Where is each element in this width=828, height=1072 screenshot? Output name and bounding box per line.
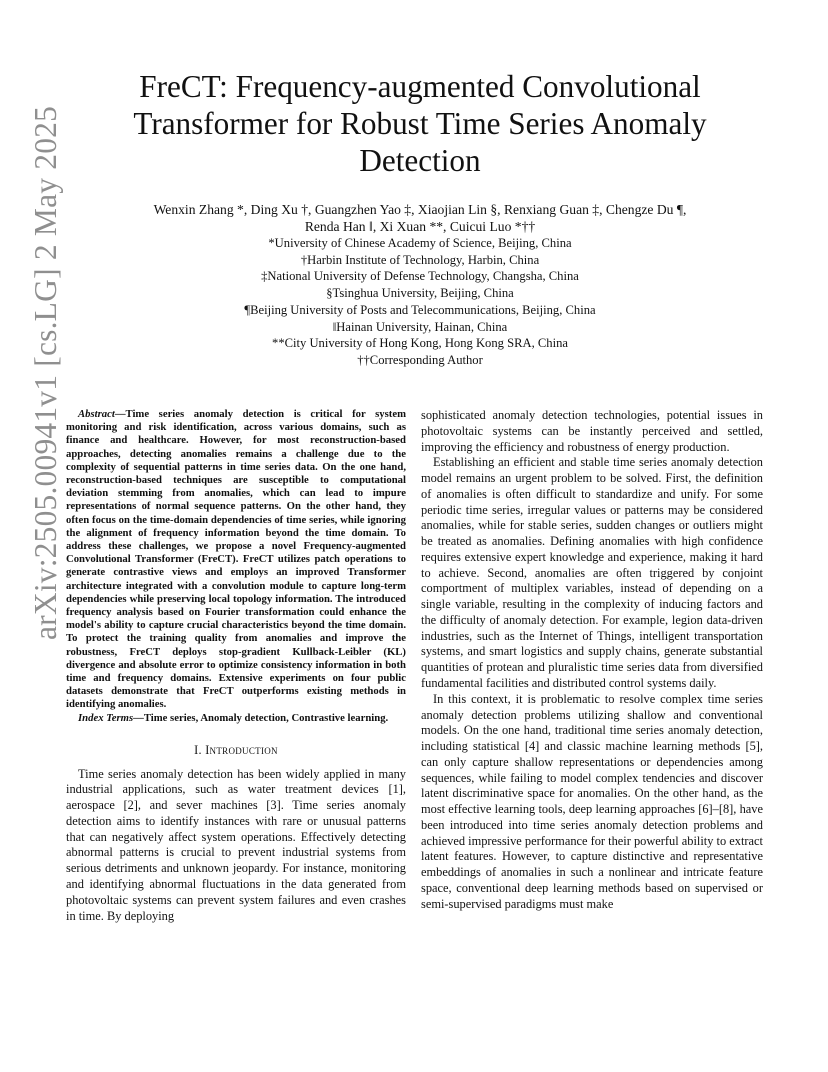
affiliation: ¶Beijing University of Posts and Telecommunications, Beijing, China	[244, 302, 596, 317]
abstract-text: —Time series anomaly detection is critical for system monitoring and risk identification, across various domains, such as finance and healthcare. However, for most reconstruction-based approaches, detecting anomalies remains a challenge due to the complexity of sequential patterns in time series data. On the one hand, reconstruction-based techniques are susceptible to computational deviation stemming from anomalies, which can lead to impure representations of normal sequence patterns. On the other hand, they often focus on the time-domain dependencies of time series, while ignoring the alignment of frequency information beyond the time domain. To address these challenges, we propose a novel Frequency-augmented Convolutional Transformer (FreCT). FreCT utilizes patch operations to generate contrastive views and employs an improved Transformer architecture integrated with a convolution module to capture long-term dependencies while preserving local topology information. The introduced frequency analysis based on Fourier transformation could enhance the model's ability to capture crucial characteristics beyond the time domain. To protect the training quality from anomalies and improve the robustness, FreCT deploys stop-gradient Kullback-Leibler (KL) divergence and absolute error to optimize consistency information in both time and frequency domains. Extensive experiments on four public datasets demonstrate that FreCT outperforms existing methods in identifying anomalies.	[66, 408, 406, 711]
body-paragraph: Time series anomaly detection has been widely applied in many industrial applications, such as water treatment devices [1], aerospace [2], and sever machines [3]. Time series anomaly detection aims to identify instances with rare or unusual patterns that can negatively affect system operations. Effectively detecting abnormal patterns is crucial to prevent industrial systems from serious detriments and unknown jeopardy. For instance, monitoring and identifying abnormal fluctuations in the data generated from photovoltaic systems can prevent system failures and even crashes in time. By deploying	[66, 766, 406, 923]
left-column	[66, 408, 406, 924]
paper-title: FreCT: Frequency-augmented Convolutional Transformer for Robust Time Series Anomaly Detection	[133, 69, 707, 178]
affiliation: **City University of Hong Kong, Hong Kong SRA, China	[272, 336, 568, 351]
affiliation: ‖Hainan University, Hainan, China	[332, 319, 508, 334]
index-terms-label: Index Terms	[78, 711, 134, 724]
affiliation: *University of Chinese Academy of Science, Beijing, China	[268, 236, 572, 250]
author-line: Wenxin Zhang *, Ding Xu †, Guangzhen Yao ‡, Xiaojian Lin §, Renxiang Guan ‡, Chengze Du ¶,	[153, 202, 687, 217]
author-line: Renda Han ‖, Xi Xuan **, Cuicui Luo *††	[304, 219, 536, 235]
affiliation: †Harbin Institute of Technology, Harbin, China	[300, 252, 540, 267]
body-paragraph: In this context, it is problematic to resolve complex time series anomaly detection problems utilizing shallow and conventional models. On the one hand, traditional time series anomaly detection, including statistical [4] and classic machine learning methods [5], can only capture shallow representations or dependencies among sequences, while failing to model complex tendencies and discover latent discriminative space for anomalies. On the other hand, as the most effective learning tools, deep learning approaches [6]–[8], have been introduced into time series anomaly detection problems and achieved impressive performance for their powerful ability to extract latent features. However, to capture distinctive and representative embeddings of anomalies in such a nonlinear and intricate feature space, conventional deep learning methods based on supervised or semi-supervised paradigms must make	[421, 691, 763, 911]
body-paragraph: sophisticated anomaly detection technologies, potential issues in photovoltaic systems can be instantly perceived and settled, improving the efficiency and robustness of energy production.	[421, 408, 763, 454]
affiliation: §Tsinghua University, Beijing, China	[326, 286, 514, 301]
abstract	[66, 408, 406, 725]
index-terms-text: —Time series, Anomaly detection, Contrastive learning.	[133, 711, 389, 724]
section-heading: I. Introduction	[194, 742, 278, 757]
abstract-label: Abstract	[78, 408, 115, 420]
right-column	[421, 408, 763, 913]
body-paragraph: Establishing an efficient and stable time series anomaly detection model remains an urgent problem to be solved. First, the definition of anomalies is often difficult to standardize and unify. For some periodic time series, irregular values or patterns may be considered anomalies, while for stable series, sudden changes or outliers might be treated as anomalies. Defining anomalies with high confidence requires extensive expert knowledge and experience, making it hard to achieve. Second, anomalies are often triggered by conjoint comportment of multiplex variables, instead of depending on a single variable, resulting in the complexity of inducing factors and the difficulty of anomaly detection. For example, legion data-driven industries, such as the Internet of Things, intelligent transportation systems, and smart logistics and supply chains, generate substantial quantities of protean and pluralistic time series data from diversified fundamental facilities and distributed control systems daily.	[421, 455, 763, 691]
affiliation-list	[100, 235, 740, 369]
affiliation: ‡National University of Defense Technology, Changsha, China	[261, 269, 579, 284]
author-list	[100, 201, 740, 235]
arxiv-identifier: arXiv:2505.00941v1 [cs.LG] 2 May 2025	[28, 105, 63, 640]
affiliation: ††Corresponding Author	[357, 352, 483, 367]
